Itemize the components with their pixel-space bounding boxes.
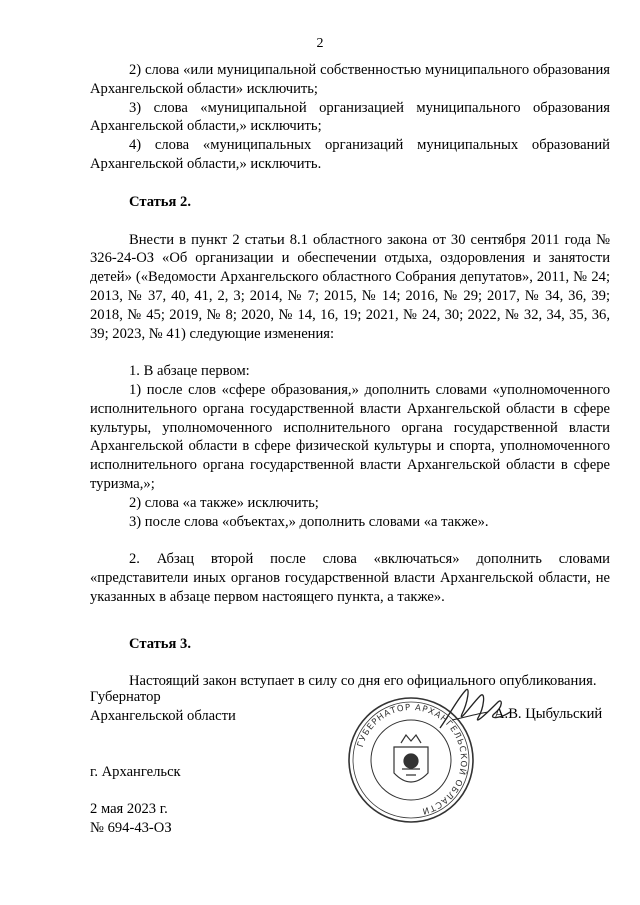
article1-item: 4) слова «муниципальных организаций муниципальных образований Архангельской области,» исключить.	[90, 137, 610, 172]
law-date: 2 мая 2023 г.	[90, 801, 168, 817]
article2-point1-title: 1. В абзаце первом:	[129, 363, 250, 380]
article1-item: 2) слова «или муниципальной собственностью муниципального образования Архангельской области» исключить;	[90, 62, 610, 97]
signatory-name: А.В. Цыбульский	[494, 706, 603, 722]
article2-heading: Статья 2.	[129, 193, 191, 210]
law-number: № 694-43-ОЗ	[90, 819, 172, 836]
article2-point1-item: 1) после слов «сфере образования,» дополнить словами «уполномоченного исполнительного органа государственной власти Архангельской области в сфере культуры, уполномоченного исполнительного органа государственной власти Архангельской области в сфере физической культуры и спорта, уполномоченного исполнительного органа государственной власти Архангельской области в сфере туризма,»;	[90, 381, 610, 492]
handwritten-signature-icon	[432, 684, 512, 734]
article1-item: 3) слова «муниципальной организацией муниципального образования Архангельской области,» исключить;	[90, 99, 610, 135]
coat-of-arms-icon	[394, 735, 428, 782]
place: г. Архангельск	[90, 764, 181, 780]
article3-text: Настоящий закон вступает в силу со дня его официального опубликования.	[129, 673, 597, 690]
article2-point2: 2. Абзац второй после слова «включаться» дополнить словами «представители иных органов государственной власти Архангельской области, не указанных в абзаце первом настоящего пункта, а также».	[90, 551, 610, 605]
law-date-number	[90, 800, 172, 838]
signatory-position: Губернатор Архангельской области	[90, 689, 236, 724]
document-body	[90, 61, 610, 691]
article2-point1-item: 2) слова «а также» исключить;	[129, 494, 319, 511]
seal-text: ГУБЕРНАТОР АРХАНГЕЛЬСКОЙ ОБЛАСТИ	[355, 702, 469, 816]
article2-point1-item: 3) после слова «объектах,» дополнить словами «а также».	[129, 513, 489, 530]
page-number: 2	[316, 36, 324, 51]
article2-intro: Внести в пункт 2 статьи 8.1 областного закона от 30 сентября 2011 года № 326-24-ОЗ «Об организации и обеспечении отдыха, оздоровления и занятости детей» («Ведомости Архангельского областного Собрания депутатов», 2011, № 24; 2013, № 37, 40, 41, 2, 3; 2014, № 7; 2015, № 14; 2016, № 29; 2017, № 34, 36, 39; 2018, № 45; 2019, № 8; 2020, № 14, 16, 19; 2021, № 24, 30; 2022, № 32, 34, 35, 36, 39; 2023, № 41) следующие изменения:	[90, 231, 610, 342]
article3-heading: Статья 3.	[129, 635, 191, 652]
